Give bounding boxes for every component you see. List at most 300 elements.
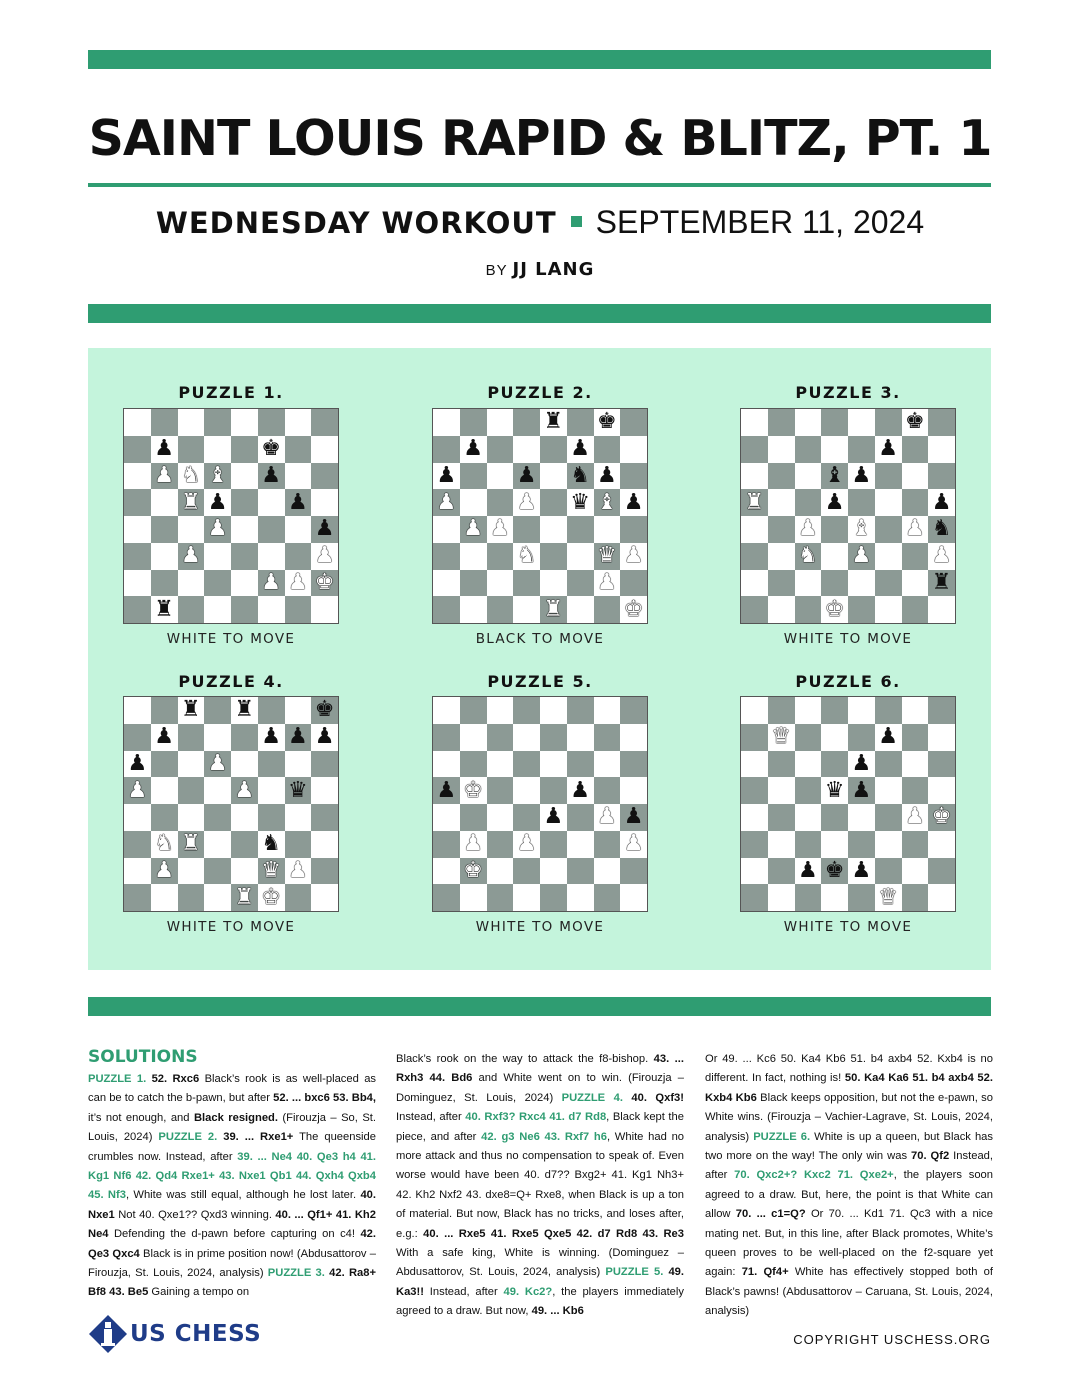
board-square[interactable] [928,596,955,623]
board-square[interactable] [258,724,285,751]
board-square[interactable] [902,751,929,778]
board-square[interactable] [151,570,178,597]
board-square[interactable] [821,596,848,623]
board-square[interactable] [875,804,902,831]
board-square[interactable] [124,831,151,858]
board-square[interactable] [204,463,231,490]
board-square[interactable] [567,516,594,543]
black-pawn-icon[interactable]: ♟ [314,724,335,750]
board-square[interactable] [821,543,848,570]
board-square[interactable] [487,697,514,724]
board-square[interactable] [768,516,795,543]
board-square[interactable] [151,724,178,751]
board-square[interactable] [311,804,338,831]
black-rook-icon[interactable]: ♜ [931,569,952,595]
board-square[interactable] [567,777,594,804]
board-square[interactable] [741,831,768,858]
board-square[interactable] [875,831,902,858]
black-king-icon[interactable]: ♚ [597,409,617,435]
board-square[interactable] [768,804,795,831]
board-square[interactable] [178,516,205,543]
board-square[interactable] [928,724,955,751]
board-square[interactable] [928,804,955,831]
board-square[interactable] [821,463,848,490]
board-square[interactable] [487,543,514,570]
black-pawn-icon[interactable]: ♟ [851,462,872,488]
chessboard[interactable] [740,408,956,624]
board-square[interactable] [513,697,540,724]
board-square[interactable] [311,777,338,804]
white-pawn-icon[interactable]: ♟ [207,516,228,542]
board-square[interactable] [487,436,514,463]
board-square[interactable] [124,751,151,778]
board-square[interactable] [460,724,487,751]
board-square[interactable] [620,516,647,543]
board-square[interactable] [741,596,768,623]
board-square[interactable] [460,436,487,463]
board-square[interactable] [540,777,567,804]
board-square[interactable] [151,777,178,804]
board-square[interactable] [311,409,338,436]
board-square[interactable] [460,409,487,436]
board-square[interactable] [821,831,848,858]
board-square[interactable] [151,804,178,831]
white-knight-icon[interactable]: ♞ [154,831,174,857]
board-square[interactable] [875,751,902,778]
board-square[interactable] [928,884,955,911]
board-square[interactable] [311,751,338,778]
black-pawn-icon[interactable]: ♟ [463,436,483,462]
board-square[interactable] [741,858,768,885]
board-square[interactable] [741,543,768,570]
board-square[interactable] [178,884,205,911]
board-square[interactable] [151,489,178,516]
black-king-icon[interactable]: ♚ [824,857,845,883]
board-square[interactable] [768,751,795,778]
board-square[interactable] [258,516,285,543]
white-pawn-icon[interactable]: ♟ [127,777,148,803]
board-square[interactable] [433,804,460,831]
board-square[interactable] [928,697,955,724]
board-square[interactable] [795,409,822,436]
board-square[interactable] [487,409,514,436]
board-square[interactable] [285,724,312,751]
board-square[interactable] [460,751,487,778]
board-square[interactable] [513,570,540,597]
board-square[interactable] [594,570,621,597]
board-square[interactable] [875,543,902,570]
board-square[interactable] [768,543,795,570]
board-square[interactable] [311,570,338,597]
board-square[interactable] [151,697,178,724]
black-knight-icon[interactable]: ♞ [570,462,590,488]
board-square[interactable] [513,463,540,490]
board-square[interactable] [741,463,768,490]
black-rook-icon[interactable]: ♜ [154,596,174,622]
white-king-icon[interactable]: ♚ [261,884,281,910]
board-square[interactable] [875,777,902,804]
white-pawn-icon[interactable]: ♟ [261,569,281,595]
white-rook-icon[interactable]: ♜ [181,831,201,857]
board-square[interactable] [594,463,621,490]
board-square[interactable] [594,489,621,516]
board-square[interactable] [311,516,338,543]
board-square[interactable] [567,697,594,724]
board-square[interactable] [258,543,285,570]
chessboard[interactable] [123,696,339,912]
board-square[interactable] [620,596,647,623]
board-square[interactable] [902,436,929,463]
board-square[interactable] [848,596,875,623]
board-square[interactable] [513,751,540,778]
white-pawn-icon[interactable]: ♟ [288,569,308,595]
white-bishop-icon[interactable]: ♝ [597,489,617,515]
black-pawn-icon[interactable]: ♟ [824,489,845,515]
board-square[interactable] [258,831,285,858]
chessboard[interactable] [432,408,648,624]
board-square[interactable] [540,570,567,597]
board-square[interactable] [487,858,514,885]
board-square[interactable] [460,516,487,543]
board-square[interactable] [768,409,795,436]
board-square[interactable] [741,489,768,516]
board-square[interactable] [124,697,151,724]
board-square[interactable] [487,804,514,831]
board-square[interactable] [620,543,647,570]
white-pawn-icon[interactable]: ♟ [154,462,174,488]
board-square[interactable] [540,858,567,885]
board-square[interactable] [285,884,312,911]
white-pawn-icon[interactable]: ♟ [597,804,617,830]
black-king-icon[interactable]: ♚ [261,436,281,462]
board-square[interactable] [567,831,594,858]
board-square[interactable] [567,596,594,623]
board-square[interactable] [768,724,795,751]
board-square[interactable] [821,697,848,724]
board-square[interactable] [540,751,567,778]
board-square[interactable] [487,516,514,543]
board-square[interactable] [928,489,955,516]
black-pawn-icon[interactable]: ♟ [436,777,457,803]
board-square[interactable] [178,858,205,885]
board-square[interactable] [311,543,338,570]
board-square[interactable] [567,884,594,911]
board-square[interactable] [285,543,312,570]
board-square[interactable] [285,831,312,858]
board-square[interactable] [285,858,312,885]
board-square[interactable] [795,831,822,858]
board-square[interactable] [567,543,594,570]
board-square[interactable] [460,543,487,570]
board-square[interactable] [768,489,795,516]
board-square[interactable] [821,884,848,911]
board-square[interactable] [821,858,848,885]
white-king-icon[interactable]: ♚ [623,596,644,622]
board-square[interactable] [311,884,338,911]
board-square[interactable] [487,596,514,623]
board-square[interactable] [433,516,460,543]
board-square[interactable] [620,489,647,516]
board-square[interactable] [540,697,567,724]
black-pawn-icon[interactable]: ♟ [878,724,898,750]
white-pawn-icon[interactable]: ♟ [623,831,644,857]
board-square[interactable] [124,804,151,831]
board-square[interactable] [741,884,768,911]
white-pawn-icon[interactable]: ♟ [623,543,644,569]
board-square[interactable] [594,697,621,724]
board-square[interactable] [231,777,258,804]
board-square[interactable] [513,409,540,436]
board-square[interactable] [513,489,540,516]
board-square[interactable] [768,436,795,463]
board-square[interactable] [487,884,514,911]
board-square[interactable] [741,724,768,751]
board-square[interactable] [178,463,205,490]
board-square[interactable] [204,804,231,831]
board-square[interactable] [285,596,312,623]
board-square[interactable] [460,570,487,597]
board-square[interactable] [231,751,258,778]
white-knight-icon[interactable]: ♞ [516,543,537,569]
board-square[interactable] [151,463,178,490]
board-square[interactable] [151,543,178,570]
white-pawn-icon[interactable]: ♟ [905,516,925,542]
board-square[interactable] [594,724,621,751]
board-square[interactable] [178,436,205,463]
board-square[interactable] [567,858,594,885]
board-square[interactable] [285,777,312,804]
board-square[interactable] [928,858,955,885]
white-queen-icon[interactable]: ♛ [878,884,898,910]
board-square[interactable] [768,884,795,911]
board-square[interactable] [311,489,338,516]
board-square[interactable] [487,831,514,858]
board-square[interactable] [821,777,848,804]
board-square[interactable] [540,831,567,858]
white-king-icon[interactable]: ♚ [463,857,483,883]
black-king-icon[interactable]: ♚ [314,697,335,723]
board-square[interactable] [204,858,231,885]
black-pawn-icon[interactable]: ♟ [570,436,590,462]
white-bishop-icon[interactable]: ♝ [851,516,872,542]
board-square[interactable] [433,884,460,911]
board-square[interactable] [231,516,258,543]
board-square[interactable] [848,858,875,885]
black-king-icon[interactable]: ♚ [905,409,925,435]
board-square[interactable] [258,777,285,804]
board-square[interactable] [620,751,647,778]
board-square[interactable] [433,436,460,463]
board-square[interactable] [928,831,955,858]
board-square[interactable] [433,463,460,490]
black-pawn-icon[interactable]: ♟ [516,462,537,488]
board-square[interactable] [487,489,514,516]
black-queen-icon[interactable]: ♛ [288,777,308,803]
board-square[interactable] [848,831,875,858]
board-square[interactable] [487,570,514,597]
board-square[interactable] [487,724,514,751]
board-square[interactable] [513,777,540,804]
board-square[interactable] [848,463,875,490]
board-square[interactable] [285,697,312,724]
board-square[interactable] [902,543,929,570]
board-square[interactable] [178,409,205,436]
board-square[interactable] [231,463,258,490]
board-square[interactable] [795,516,822,543]
board-square[interactable] [928,436,955,463]
board-square[interactable] [513,724,540,751]
board-square[interactable] [124,596,151,623]
black-bishop-icon[interactable]: ♝ [824,462,845,488]
board-square[interactable] [231,858,258,885]
board-square[interactable] [311,596,338,623]
white-queen-icon[interactable]: ♛ [261,857,281,883]
board-square[interactable] [741,436,768,463]
board-square[interactable] [795,724,822,751]
board-square[interactable] [311,858,338,885]
black-pawn-icon[interactable]: ♟ [261,462,281,488]
white-queen-icon[interactable]: ♛ [597,543,617,569]
board-square[interactable] [460,463,487,490]
board-square[interactable] [795,884,822,911]
board-square[interactable] [902,858,929,885]
board-square[interactable] [124,858,151,885]
board-square[interactable] [821,751,848,778]
black-pawn-icon[interactable]: ♟ [314,516,335,542]
black-pawn-icon[interactable]: ♟ [288,489,308,515]
board-square[interactable] [821,804,848,831]
black-rook-icon[interactable]: ♜ [181,697,201,723]
board-square[interactable] [620,409,647,436]
board-square[interactable] [902,777,929,804]
board-square[interactable] [821,436,848,463]
board-square[interactable] [433,409,460,436]
white-rook-icon[interactable]: ♜ [181,489,201,515]
board-square[interactable] [231,724,258,751]
board-square[interactable] [258,463,285,490]
board-square[interactable] [204,724,231,751]
board-square[interactable] [620,804,647,831]
black-knight-icon[interactable]: ♞ [931,516,952,542]
board-square[interactable] [540,724,567,751]
board-square[interactable] [594,777,621,804]
board-square[interactable] [567,436,594,463]
board-square[interactable] [848,697,875,724]
board-square[interactable] [567,570,594,597]
board-square[interactable] [594,858,621,885]
board-square[interactable] [741,409,768,436]
board-square[interactable] [151,516,178,543]
board-square[interactable] [928,543,955,570]
board-square[interactable] [928,409,955,436]
board-square[interactable] [433,489,460,516]
white-king-icon[interactable]: ♚ [931,804,952,830]
board-square[interactable] [311,831,338,858]
board-square[interactable] [928,516,955,543]
white-pawn-icon[interactable]: ♟ [181,543,201,569]
black-pawn-icon[interactable]: ♟ [798,857,818,883]
board-square[interactable] [258,884,285,911]
board-square[interactable] [124,543,151,570]
board-square[interactable] [258,858,285,885]
board-square[interactable] [875,724,902,751]
board-square[interactable] [285,489,312,516]
board-square[interactable] [513,884,540,911]
board-square[interactable] [848,543,875,570]
board-square[interactable] [231,409,258,436]
board-square[interactable] [460,884,487,911]
board-square[interactable] [151,831,178,858]
board-square[interactable] [258,489,285,516]
board-square[interactable] [540,804,567,831]
black-pawn-icon[interactable]: ♟ [623,489,644,515]
board-square[interactable] [124,489,151,516]
board-square[interactable] [594,884,621,911]
board-square[interactable] [795,804,822,831]
board-square[interactable] [311,697,338,724]
black-queen-icon[interactable]: ♛ [824,777,845,803]
board-square[interactable] [848,570,875,597]
board-square[interactable] [594,596,621,623]
board-square[interactable] [231,831,258,858]
board-square[interactable] [875,884,902,911]
board-square[interactable] [875,463,902,490]
board-square[interactable] [821,489,848,516]
board-square[interactable] [848,409,875,436]
board-square[interactable] [513,831,540,858]
board-square[interactable] [795,570,822,597]
black-pawn-icon[interactable]: ♟ [878,436,898,462]
board-square[interactable] [513,858,540,885]
white-pawn-icon[interactable]: ♟ [207,750,228,776]
board-square[interactable] [487,463,514,490]
board-square[interactable] [258,436,285,463]
board-square[interactable] [821,516,848,543]
board-square[interactable] [768,831,795,858]
board-square[interactable] [204,697,231,724]
board-square[interactable] [620,724,647,751]
board-square[interactable] [204,831,231,858]
board-square[interactable] [848,884,875,911]
board-square[interactable] [178,570,205,597]
board-square[interactable] [620,884,647,911]
board-square[interactable] [231,436,258,463]
white-pawn-icon[interactable]: ♟ [234,777,255,803]
black-pawn-icon[interactable]: ♟ [851,750,872,776]
board-square[interactable] [178,489,205,516]
board-square[interactable] [848,489,875,516]
white-pawn-icon[interactable]: ♟ [436,489,457,515]
board-square[interactable] [741,570,768,597]
board-square[interactable] [540,543,567,570]
board-square[interactable] [620,463,647,490]
board-square[interactable] [902,596,929,623]
board-square[interactable] [741,804,768,831]
board-square[interactable] [875,858,902,885]
black-pawn-icon[interactable]: ♟ [436,462,457,488]
board-square[interactable] [594,751,621,778]
board-square[interactable] [258,570,285,597]
board-square[interactable] [433,751,460,778]
board-square[interactable] [487,751,514,778]
board-square[interactable] [285,436,312,463]
white-pawn-icon[interactable]: ♟ [314,543,335,569]
white-knight-icon[interactable]: ♞ [798,543,818,569]
board-square[interactable] [795,489,822,516]
white-pawn-icon[interactable]: ♟ [905,804,925,830]
board-square[interactable] [540,463,567,490]
board-square[interactable] [124,463,151,490]
